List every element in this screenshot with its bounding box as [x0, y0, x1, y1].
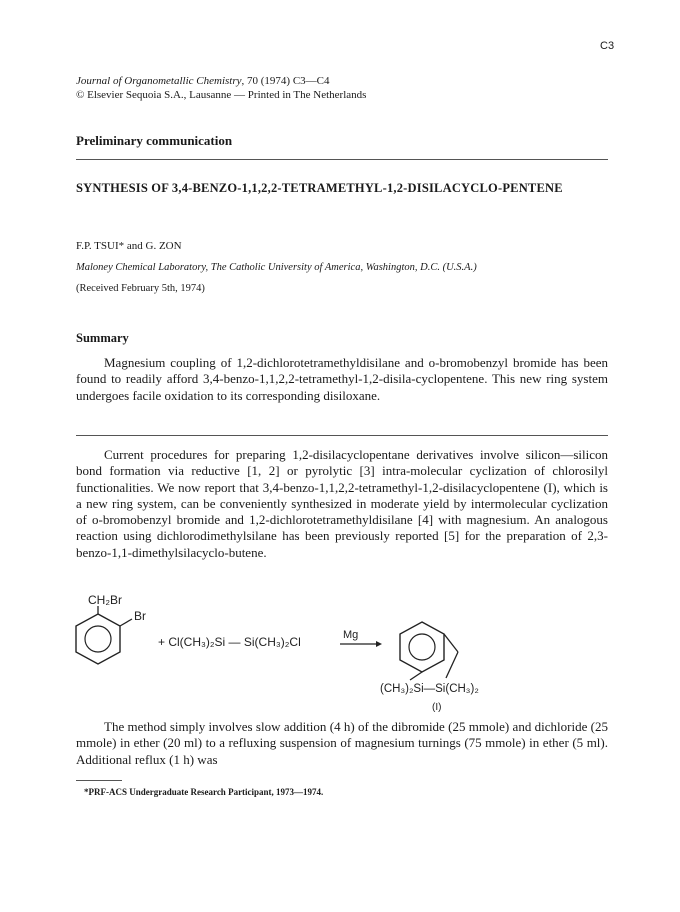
reagent-label: + Cl(CH₃)₂Si — Si(CH₃)₂Cl — [158, 635, 301, 649]
journal-name: Journal of Organometallic Chemistry — [76, 75, 242, 87]
summary-text — [76, 355, 608, 404]
mg-label: Mg — [343, 629, 359, 641]
summary-heading: Summary — [76, 331, 129, 345]
authors: F.P. TSUI* and G. ZON — [76, 240, 182, 252]
br-label: Br — [134, 609, 146, 623]
reactant-benzene-ring — [76, 606, 132, 664]
article-title: SYNTHESIS OF 3,4-BENZO-1,1,2,2-TETRAMETHYL-1,2-DISILACYCLO-PENTENE — [76, 181, 563, 195]
divider-summary — [76, 435, 608, 436]
body-paragraph-2-text: The method simply involves slow addition (4 h) of the dibromide (25 mmole) and dichloride (25 mmole) in ether (20 ml) to a refluxing suspension of magnesium turnings (75 mmole) in ether (5 ml). Additional reflux (1 h) was — [76, 719, 608, 767]
compound-number: (I) — [432, 702, 442, 713]
journal-volume: , 70 (1974) C3—C4 — [241, 75, 330, 87]
received-date: (Received February 5th, 1974) — [76, 283, 205, 294]
summary-paragraph: Magnesium coupling of 1,2-dichlorotetramethyldisilane and o-bromobenzyl bromide has been found to readily afford 3,4-benzo-1,1,2,2-tetramethyl-1,2-disila-cyclopentene. This new ring system undergoes facile oxidation to its corresponding disiloxane. — [76, 355, 608, 403]
footnote: *PRF-ACS Undergraduate Research Participant, 1973—1974. — [84, 787, 324, 797]
body-paragraph-1-text: Current procedures for preparing 1,2-disilacyclopentane derivatives involve silicon—silicon bond formation via reductive [1, 2] or pyrolytic [3] intra-molecular cyclization of chlorosilyl functionalities. We now report that 3,4-benzo-1,1,2,2-tetramethyl-1,2-disilacyclopentene (I), which is a new ring system, can be conveniently synthesized in moderate yield by intermolecular cyclization of o-bromobenzyl bromide and 1,2-dichlorotetramethyldisilane [4] with magnesium. An analogous reaction using dichlorodimethylsilane has been previously reported [5] for the preparation of 2,3-benzo-1,1-dimethylsilacyclo-butene. — [76, 447, 608, 560]
product-structure — [400, 622, 458, 680]
body-paragraph-1 — [76, 447, 608, 561]
page-number: C3 — [600, 40, 615, 52]
journal-citation — [76, 74, 366, 88]
footnote-rule — [76, 780, 122, 781]
body-paragraph-2 — [76, 719, 608, 768]
reaction-scheme — [60, 586, 620, 716]
section-label: Preliminary communication — [76, 133, 233, 148]
divider-top — [76, 159, 608, 160]
reaction-arrowhead — [376, 641, 382, 647]
ch2br-label: CH₂Br — [88, 593, 122, 607]
journal-header — [76, 74, 366, 102]
product-si-label: (CH₃)₂Si—Si(CH₃)₂ — [380, 683, 479, 695]
copyright-line: © Elsevier Sequoia S.A., Lausanne — Printed in The Netherlands — [76, 89, 367, 101]
affiliation: Maloney Chemical Laboratory, The Catholic University of America, Washington, D.C. (U.S.A.) — [76, 262, 477, 273]
